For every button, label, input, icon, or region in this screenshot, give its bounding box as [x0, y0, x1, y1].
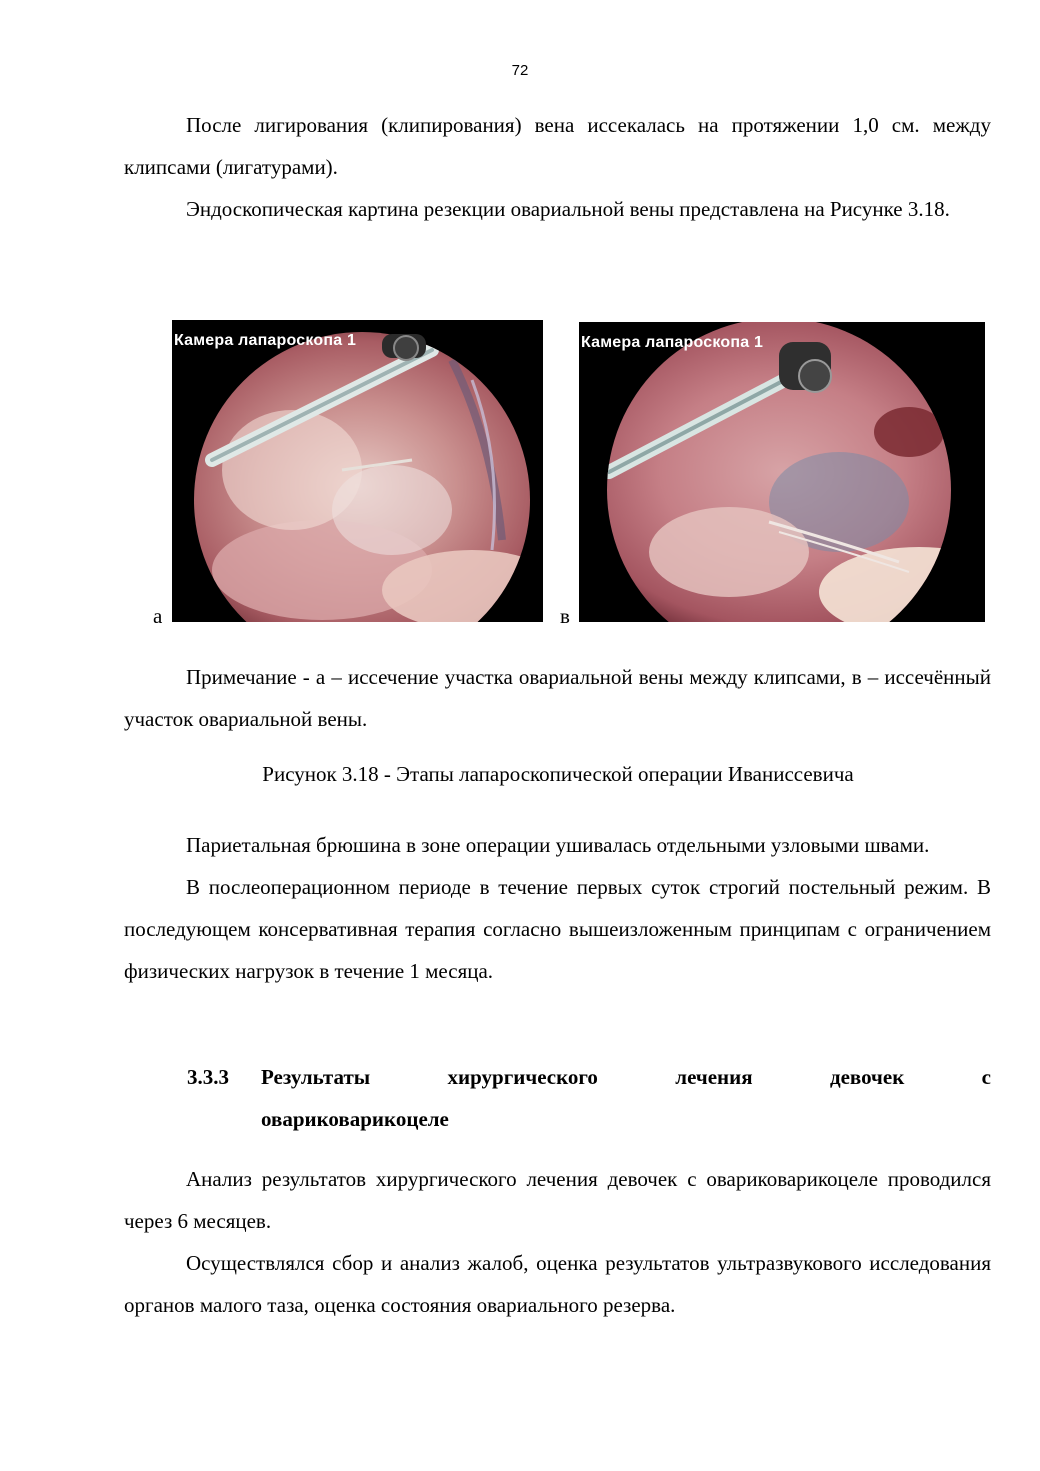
- laparoscopy-photo-a: [172, 320, 543, 622]
- section-number: 3.3.3: [187, 1065, 229, 1089]
- panel-letter-v: в: [560, 604, 570, 628]
- paragraph: Эндоскопическая картина резекции овариальной вены представлена на Рисунке 3.18.: [186, 197, 950, 221]
- paragraph: Осуществлялся сбор и анализ жалоб, оценка результатов ультразвукового исследования органов малого таза, оценка состояния овариального резерва.: [124, 1251, 991, 1317]
- laparoscopy-photo-v: [579, 322, 985, 622]
- panel-letter-a: а: [153, 604, 163, 628]
- bottom-text: [124, 1158, 991, 1326]
- section-heading: [187, 1056, 991, 1140]
- middle-text: [124, 824, 991, 992]
- paragraph: Анализ результатов хирургического лечения девочек с овариковарикоцеле проводился через 6 месяцев.: [124, 1167, 991, 1233]
- paragraph: После лигирования (клипирования) вена иссекалась на протяжении 1,0 см. между клипсами (лигатурами).: [124, 113, 991, 179]
- figure-note: [124, 656, 991, 740]
- figure-note-text: Примечание - а – иссечение участка овариальной вены между клипсами, в – иссечённый участок овариальной вены.: [124, 665, 991, 731]
- figure-caption: Рисунок 3.18 - Этапы лапароскопической операции Иваниссевича: [262, 762, 854, 786]
- page-number: 72: [511, 62, 529, 79]
- figure-3-18: [0, 318, 1040, 628]
- intro-text: [124, 104, 991, 230]
- paragraph: Париетальная брюшина в зоне операции ушивалась отдельными узловыми швами.: [186, 833, 930, 857]
- photo-overlay-text: Камера лапароскопа 1: [174, 332, 357, 349]
- section-title-line2: овариковарикоцеле: [261, 1107, 449, 1131]
- photo-overlay-text: Камера лапароскопа 1: [581, 334, 764, 351]
- paragraph: В послеоперационном периоде в течение первых суток строгий постельный режим. В последующем консервативная терапия согласно вышеизложенным принципам с ограничением физических нагрузок в течение 1 месяца.: [124, 875, 991, 983]
- section-title-line1: Результаты хирургического лечения девочек с: [261, 1065, 991, 1089]
